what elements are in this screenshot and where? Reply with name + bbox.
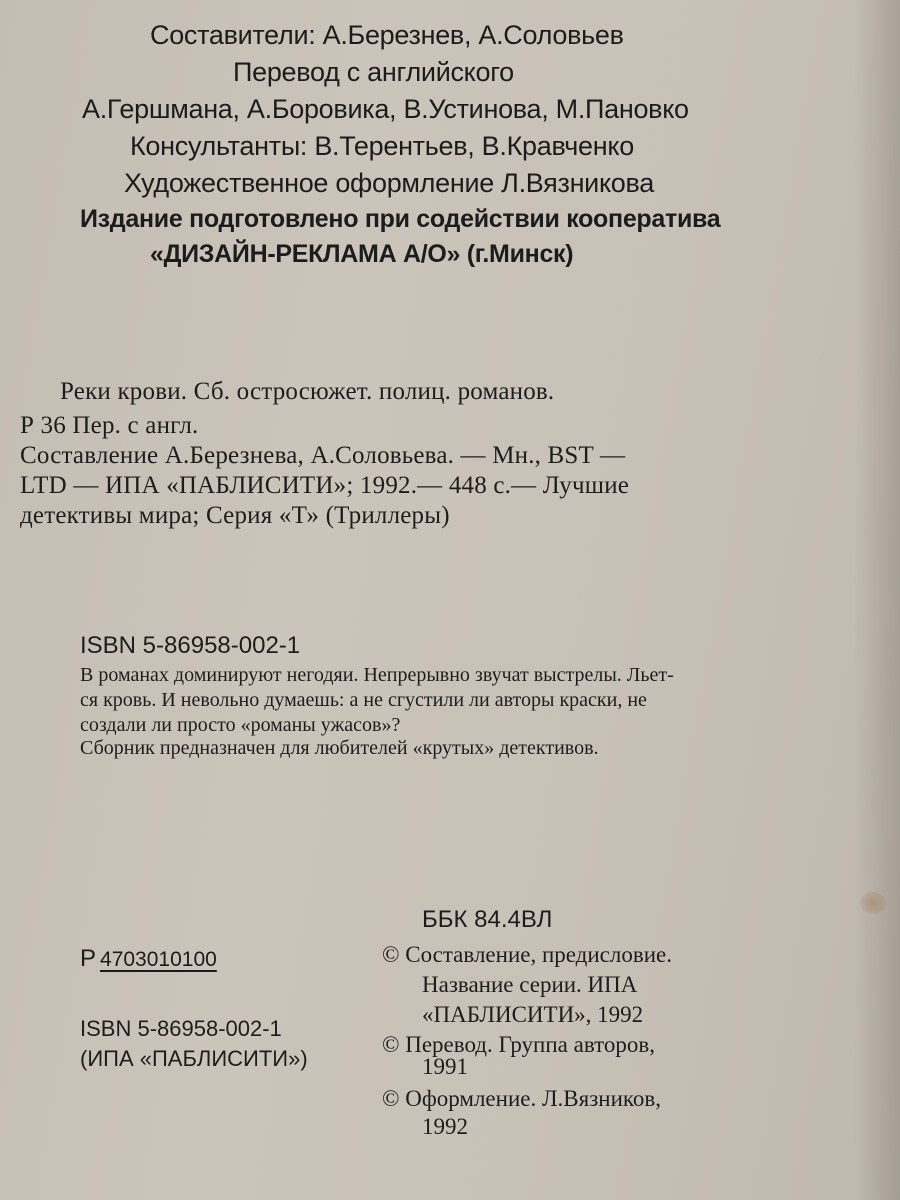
copyright-compilation: © Составление, предисловие.	[382, 942, 672, 967]
translators-line: А.Гершмана, А.Боровика, В.Устинова, М.Пановко	[82, 94, 689, 124]
bib-title-line: Реки крови. Сб. остросюжет. полиц. романов.	[60, 378, 555, 405]
publisher-imprint: (ИПА «ПАБЛИСИТИ»)	[80, 1046, 308, 1071]
isbn-main: ISBN 5-86958-002-1	[80, 632, 301, 659]
annotation-line-1: В романах доминируют негодяи. Непрерывно звучат выстрелы. Льет-	[80, 664, 674, 686]
catalog-code-prefix: Р	[80, 945, 97, 972]
bib-index-line: Р 36 Пер. с англ.	[20, 412, 199, 439]
bbk-code: ББК 84.4ВЛ	[422, 906, 553, 933]
copyright-design: © Оформление. Л.Вязников,	[382, 1086, 662, 1111]
copyright-series-name: Название серии. ИПА	[422, 972, 638, 997]
bib-publisher-line: LTD — ИПА «ПАБЛИСИТИ»; 1992.— 448 с.— Лучшие	[20, 472, 630, 499]
copyright-series-year: «ПАБЛИСИТИ», 1992	[422, 1002, 644, 1027]
consultants-line: Консультанты: В.Терентьев, В.Кравченко	[130, 131, 634, 161]
annotation-line-2: ся кровь. И невольно думаешь: а не сгустили ли авторы краски, не	[80, 689, 647, 711]
isbn-secondary: ISBN 5-86958-002-1	[80, 1016, 282, 1041]
paper-stain	[860, 892, 886, 914]
copyright-translation-year: 1991	[422, 1054, 468, 1079]
compilers-line: Составители: А.Березнев, А.Соловьев	[150, 20, 624, 50]
bib-series-line: детективы мира; Серия «Т» (Триллеры)	[20, 502, 450, 529]
cooperative-line: «ДИЗАЙН-РЕКЛАМА А/О» (г.Минск)	[150, 240, 574, 268]
copyright-design-year: 1992	[422, 1114, 468, 1139]
catalog-code	[80, 945, 217, 973]
art-design-line: Художественное оформление Л.Вязникова	[124, 168, 654, 198]
page-edge-shadow	[854, 0, 900, 1200]
copyright-translation: © Перевод. Группа авторов,	[382, 1032, 655, 1057]
translation-label: Перевод с английского	[233, 57, 514, 87]
annotation-line-4: Сборник предназначен для любителей «крутых» детективов.	[80, 737, 599, 759]
prepared-with-line: Издание подготовлено при содействии кооператива	[80, 205, 721, 233]
annotation-line-3: создали ли просто «романы ужасов»?	[80, 714, 401, 736]
catalog-code-block	[80, 945, 217, 973]
show-through-text	[320, 300, 333, 359]
bib-compilation-line: Составление А.Березнева, А.Соловьева. — Мн., BST —	[20, 442, 626, 469]
catalog-code-number: 4703010100	[100, 948, 217, 971]
